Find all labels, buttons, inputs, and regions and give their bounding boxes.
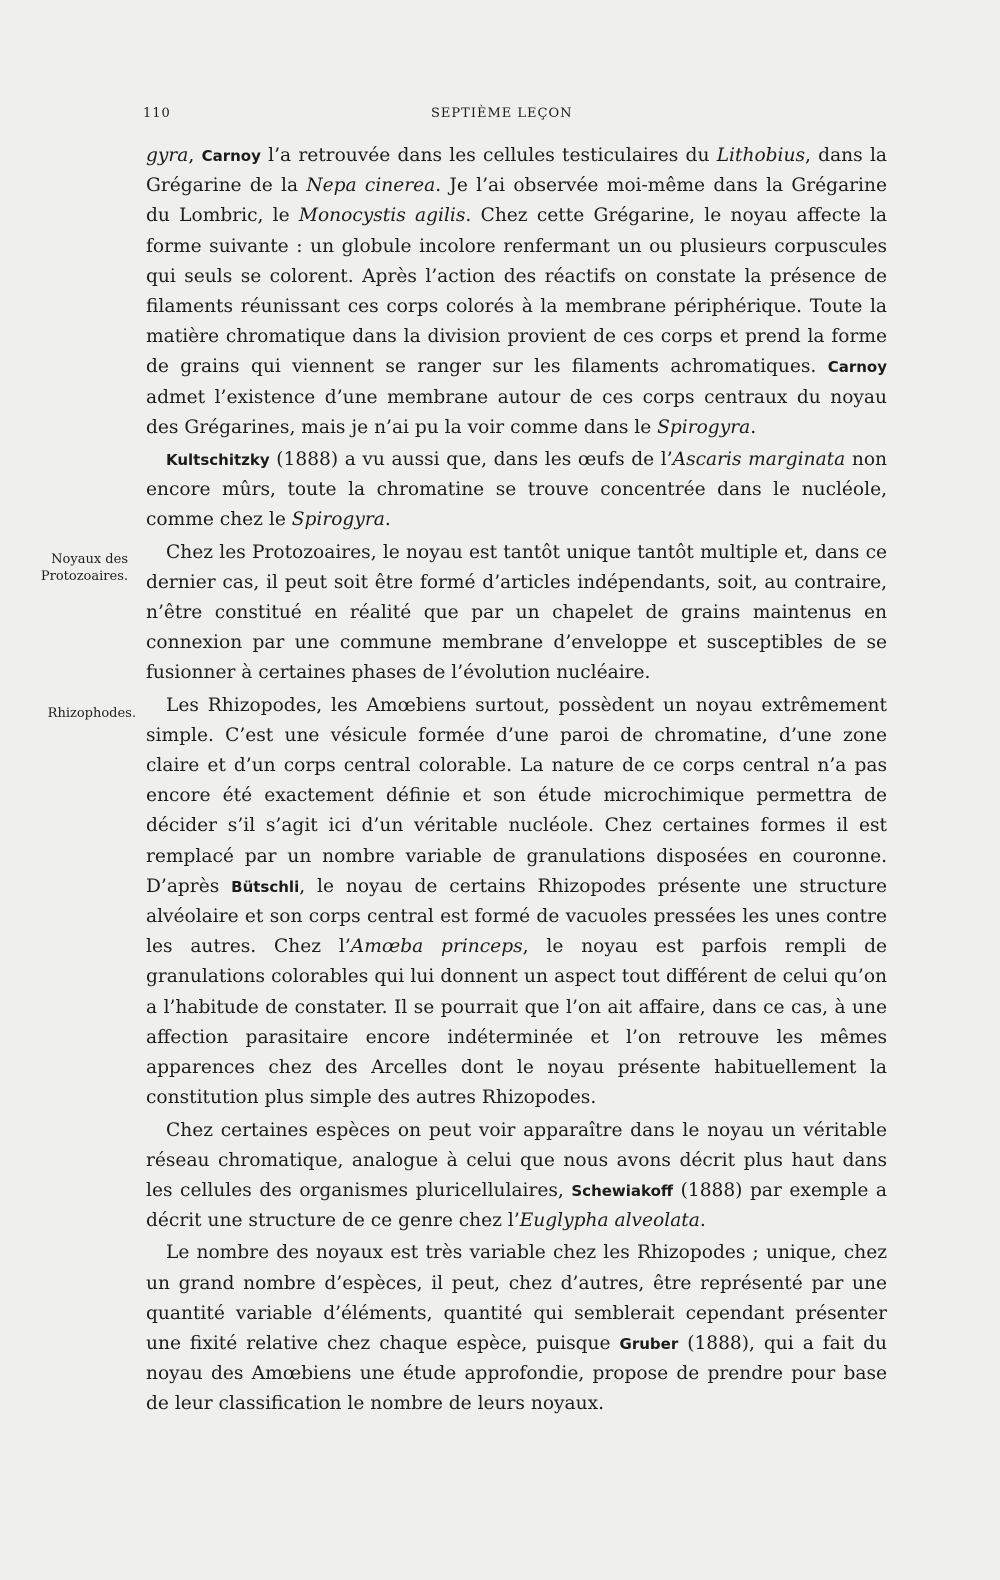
- margin-note-rhizophodes: Rhizophodes.: [47, 706, 136, 721]
- italic-term: Euglypha alveolata: [519, 1210, 700, 1232]
- page-header: [143, 106, 888, 130]
- body-text: [146, 141, 887, 1420]
- text-run: . Je l’ai observée moi-même dans la Grégarine du Lombric, le: [146, 175, 887, 227]
- italic-term: Lithobius: [716, 145, 806, 166]
- text-run: (1888) par exemple a décrit une structure de ce genre chez l’: [146, 1179, 887, 1232]
- text-run: (1888) a vu aussi que, dans les œufs de l’: [269, 449, 673, 471]
- paragraph-1: [146, 141, 887, 443]
- italic-term: Spirogyra: [291, 509, 385, 531]
- text-run: Les Rhizopodes, les Amœbiens surtout, possèdent un noyau extrêmement simple. C’est une vésicule formée d’une paroi de chromatine, d’une zone claire et d’un corps central colorable. La nature de ce corps central n’a pas encore été exactement définie et son étude microchimique permettra de décider s’il s’agit ici d’un véritable nucléole. Chez certaines formes il est remplacé par un nombre variable de granulations disposées en couronne. D’après: [146, 694, 887, 897]
- author-name: Gruber: [619, 1334, 679, 1353]
- author-name: Carnoy: [201, 147, 261, 165]
- author-name: Bütschli: [231, 877, 300, 896]
- text-run: .: [750, 416, 757, 438]
- italic-term: Monocystis agilis: [298, 205, 466, 227]
- text-run: (1888), qui a fait du noyau des Amœbiens une étude approfondie, propose de prendre pour base de leur classification le nombre de leurs noyaux.: [146, 1332, 888, 1415]
- margin-note-noyaux: Noyaux des Protozoaires.: [40, 552, 128, 584]
- text-run: non encore mûrs, toute la chromatine se trouve concentrée dans le nucléole, comme chez le: [146, 449, 887, 531]
- italic-term: Ascaris marginata: [672, 449, 846, 471]
- text-run: . Chez cette Grégarine, le noyau affecte la forme suivante : un globule incolore renfermant un ou plusieurs corpuscules qui seuls se colorent. Après l’action des réactifs on constate la présence de filaments réunissant ces corps colorés à la membrane périphérique. Toute la matière chromatique dans la division provient de ces corps et prend la forme de grains qui viennent se ranger sur les filaments achromatiques.: [146, 205, 888, 378]
- text-run: Chez certaines espèces on peut voir apparaître dans le noyau un véritable réseau chromatique, analogue à celui que nous avons décrit plus haut dans les cellules des organismes pluricellulaires,: [146, 1119, 887, 1201]
- author-name: Kultschitzky: [166, 451, 270, 470]
- text-run: , le noyau de certains Rhizopodes présente une structure alvéolaire et son corps central est formé de vacuoles pressées les unes contre les autres. Chez l’: [146, 875, 887, 958]
- text-run: , le noyau est parfois rempli de granulations colorables qui lui donnent un aspect tout différent de celui qu’on a l’habitude de constater. Il se pourrait que l’on ait affaire, dans ce cas, à une affection parasitaire encore indéterminée et l’on retrouve les mêmes apparences chez des Arcelles dont le noyau présente habituellement la constitution plus simple des autres Rhizopodes.: [146, 936, 887, 1109]
- text-run: .: [699, 1210, 706, 1232]
- page-number: 110: [143, 106, 171, 121]
- author-name: Schewiakoff: [571, 1181, 674, 1200]
- text-run: l’a retrouvée dans les cellules testiculaires du: [260, 145, 717, 166]
- author-name: Carnoy: [827, 358, 887, 377]
- text-run: , dans la Grégarine de la: [146, 145, 887, 197]
- text-run: ,: [188, 145, 202, 166]
- paragraph-6: [146, 1238, 887, 1419]
- text-run: .: [384, 509, 391, 531]
- italic-term: Spirogyra: [657, 416, 751, 438]
- text-run: Le nombre des noyaux est très variable chez les Rhizopodes ; unique, chez un grand nombre d’espèces, il peut, chez d’autres, être représenté par une quantité variable d’éléments, quantité qui semblerait cependant présenter une fixité relative chez chaque espèce, puisque: [146, 1242, 887, 1354]
- italic-term: Nepa cinerea: [306, 175, 436, 197]
- paragraph-3: Chez les Protozoaires, le noyau est tantôt unique tantôt multiple et, dans ce dernier cas, il peut soit être formé d’articles indépendants, soit, au contraire, n’être constitué en réalité que par un chapelet de grains maintenus en connexion par une commune membrane d’enveloppe et susceptibles de se fusionner à certaines phases de l’évolution nucléaire.: [146, 541, 887, 684]
- paragraph-2: [146, 445, 887, 536]
- italic-term: Amœba princeps: [350, 936, 523, 958]
- paragraph-4: [146, 691, 887, 1114]
- running-title: SEPTIÈME LEÇON: [431, 106, 573, 121]
- paragraph-5: [146, 1116, 887, 1237]
- text-run: admet l’existence d’une membrane autour de ces corps centraux du noyau des Grégarines, mais je n’ai pu la voir comme dans le: [146, 386, 887, 438]
- italic-term: gyra: [146, 145, 189, 166]
